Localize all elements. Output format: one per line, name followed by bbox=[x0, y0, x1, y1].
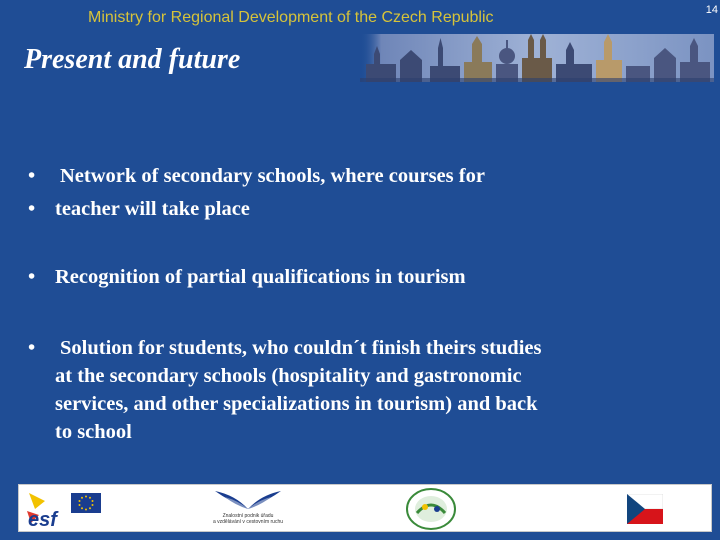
bullet-continuation: services, and other specializations in tourism) and back bbox=[55, 393, 538, 415]
bullet-text: Recognition of partial qualifications in tourism bbox=[55, 266, 466, 288]
logo-footer bbox=[18, 484, 712, 532]
bullet-marker: • bbox=[28, 198, 36, 220]
slide-title: Present and future bbox=[24, 44, 241, 75]
esf-text: esf bbox=[28, 509, 57, 529]
bullet-marker: • bbox=[28, 337, 36, 359]
bullet-text: Network of secondary schools, where courses for bbox=[60, 165, 485, 187]
bullet-text: Solution for students, who couldn´t finish theirs studies bbox=[60, 337, 542, 359]
vm-logo bbox=[205, 487, 291, 531]
bullet-marker: • bbox=[28, 266, 36, 288]
czech-flag bbox=[627, 494, 663, 524]
ministry-seal bbox=[403, 487, 459, 531]
ministry-header: Ministry for Regional Development of the Czech Republic bbox=[88, 9, 494, 26]
bullet-continuation: to school bbox=[55, 421, 132, 443]
esf-logo bbox=[25, 489, 115, 529]
bullet-continuation: at the secondary schools (hospitality and gastronomic bbox=[55, 365, 522, 387]
bullet-marker: • bbox=[28, 165, 36, 187]
eu-flag bbox=[71, 493, 101, 513]
bullet-text: teacher will take place bbox=[55, 198, 250, 220]
page-number: 14 bbox=[705, 4, 718, 16]
vm-caption: Znalostní podnik úřadu a vzdělávání v cestovním ruchu bbox=[212, 513, 284, 525]
wings-icon bbox=[205, 487, 291, 513]
